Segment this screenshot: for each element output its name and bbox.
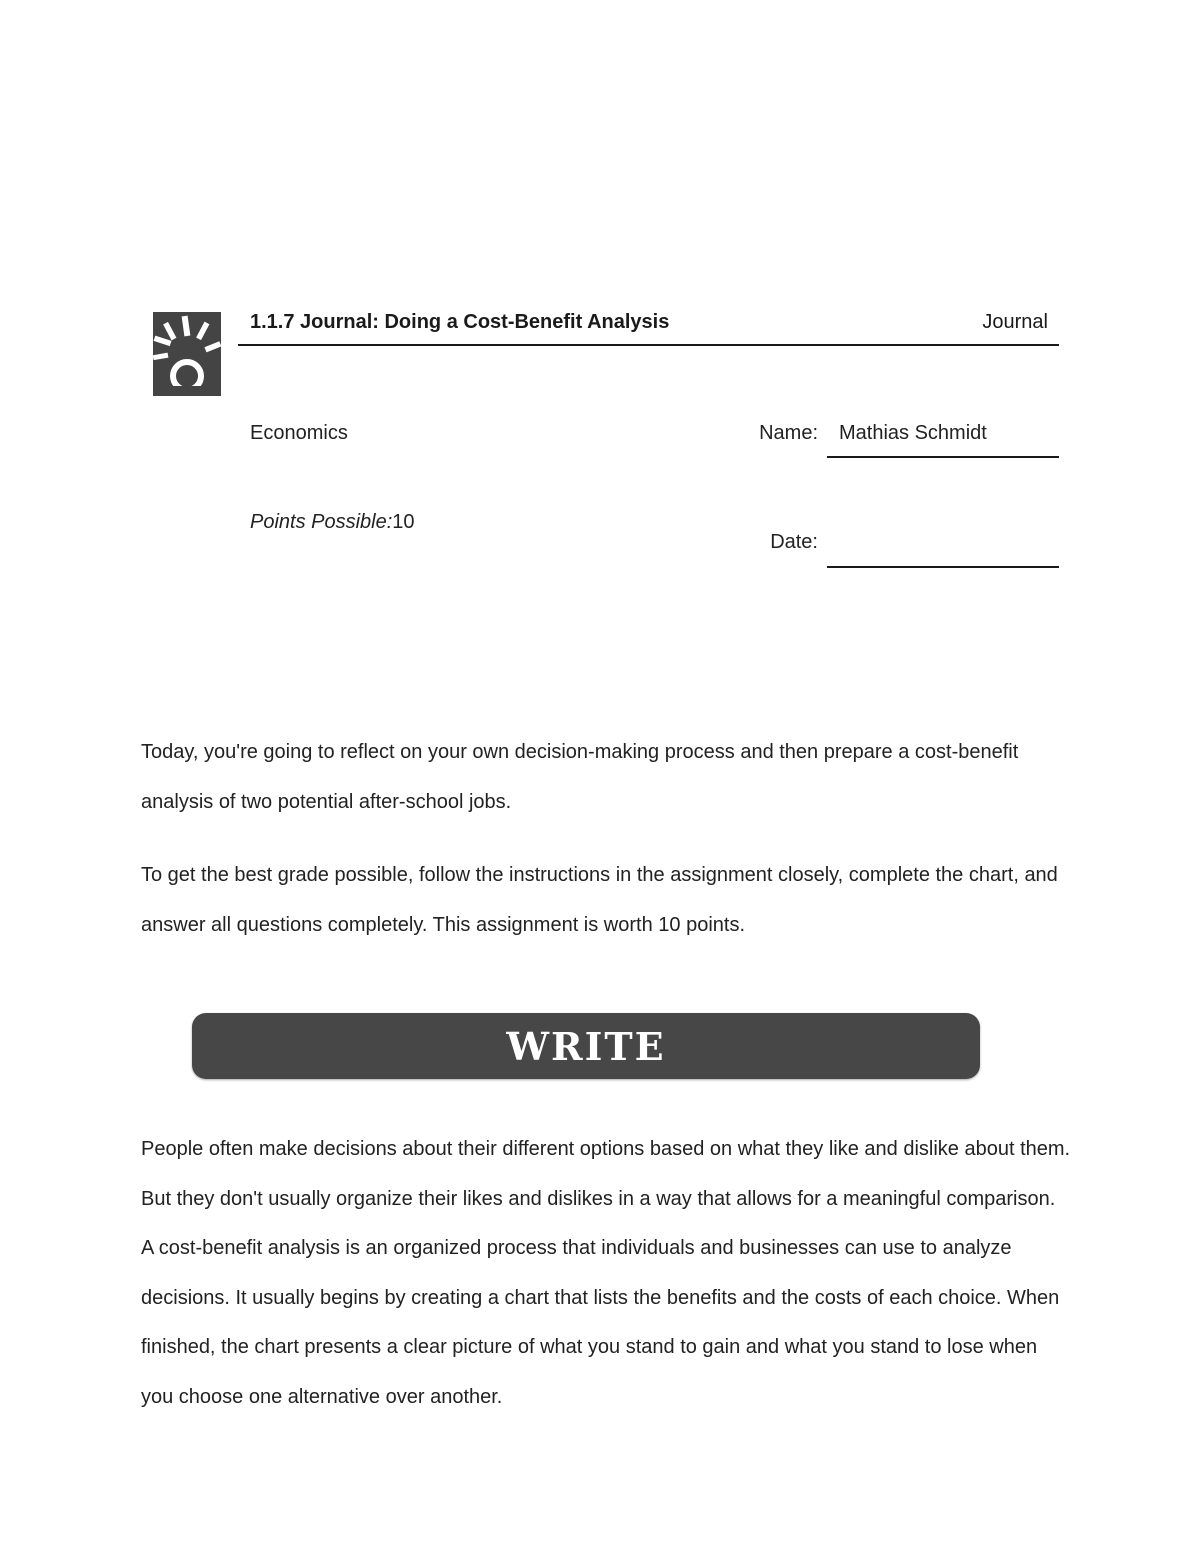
name-underline xyxy=(827,456,1059,458)
points-possible-label: Points Possible: xyxy=(250,511,393,533)
lightbulb-rays-icon xyxy=(153,312,221,396)
write-section-banner xyxy=(192,1013,980,1079)
write-paragraph-1: People often make decisions about their different options based on what they like and dislike about them. But they don't usually organize their likes and dislikes in a way that allows for a meaningful comparison. A cost-benefit analysis is an organized process that individuals and businesses can use to analyze decisions. It usually begins by creating a chart that lists the benefits and the costs of each choice. When finished, the chart presents a clear picture of what you stand to gain and what you stand to lose when you choose one alternative over another. xyxy=(141,1138,1071,1408)
document-type-label: Journal xyxy=(982,311,1048,333)
points-possible-value: 10 xyxy=(392,511,415,533)
header-divider xyxy=(238,344,1059,346)
points-possible xyxy=(250,511,415,534)
intro-paragraph-1: Today, you're going to reflect on your own decision-making process and then prepare a cost-benefit analysis of two potential after-school jobs. xyxy=(141,741,1019,813)
date-field-label: Date: xyxy=(770,531,818,553)
date-field[interactable] xyxy=(827,566,1059,568)
course-subject: Economics xyxy=(250,422,348,444)
document-title: 1.1.7 Journal: Doing a Cost-Benefit Analysis xyxy=(250,311,670,333)
intro-paragraph-2: To get the best grade possible, follow the instructions in the assignment closely, complete the chart, and answer all questions completely. This assignment is worth 10 points. xyxy=(141,864,1058,936)
name-field-label: Name: xyxy=(759,422,818,444)
write-banner-label: WRITE xyxy=(506,1023,666,1069)
name-field[interactable]: Mathias Schmidt xyxy=(839,422,987,444)
